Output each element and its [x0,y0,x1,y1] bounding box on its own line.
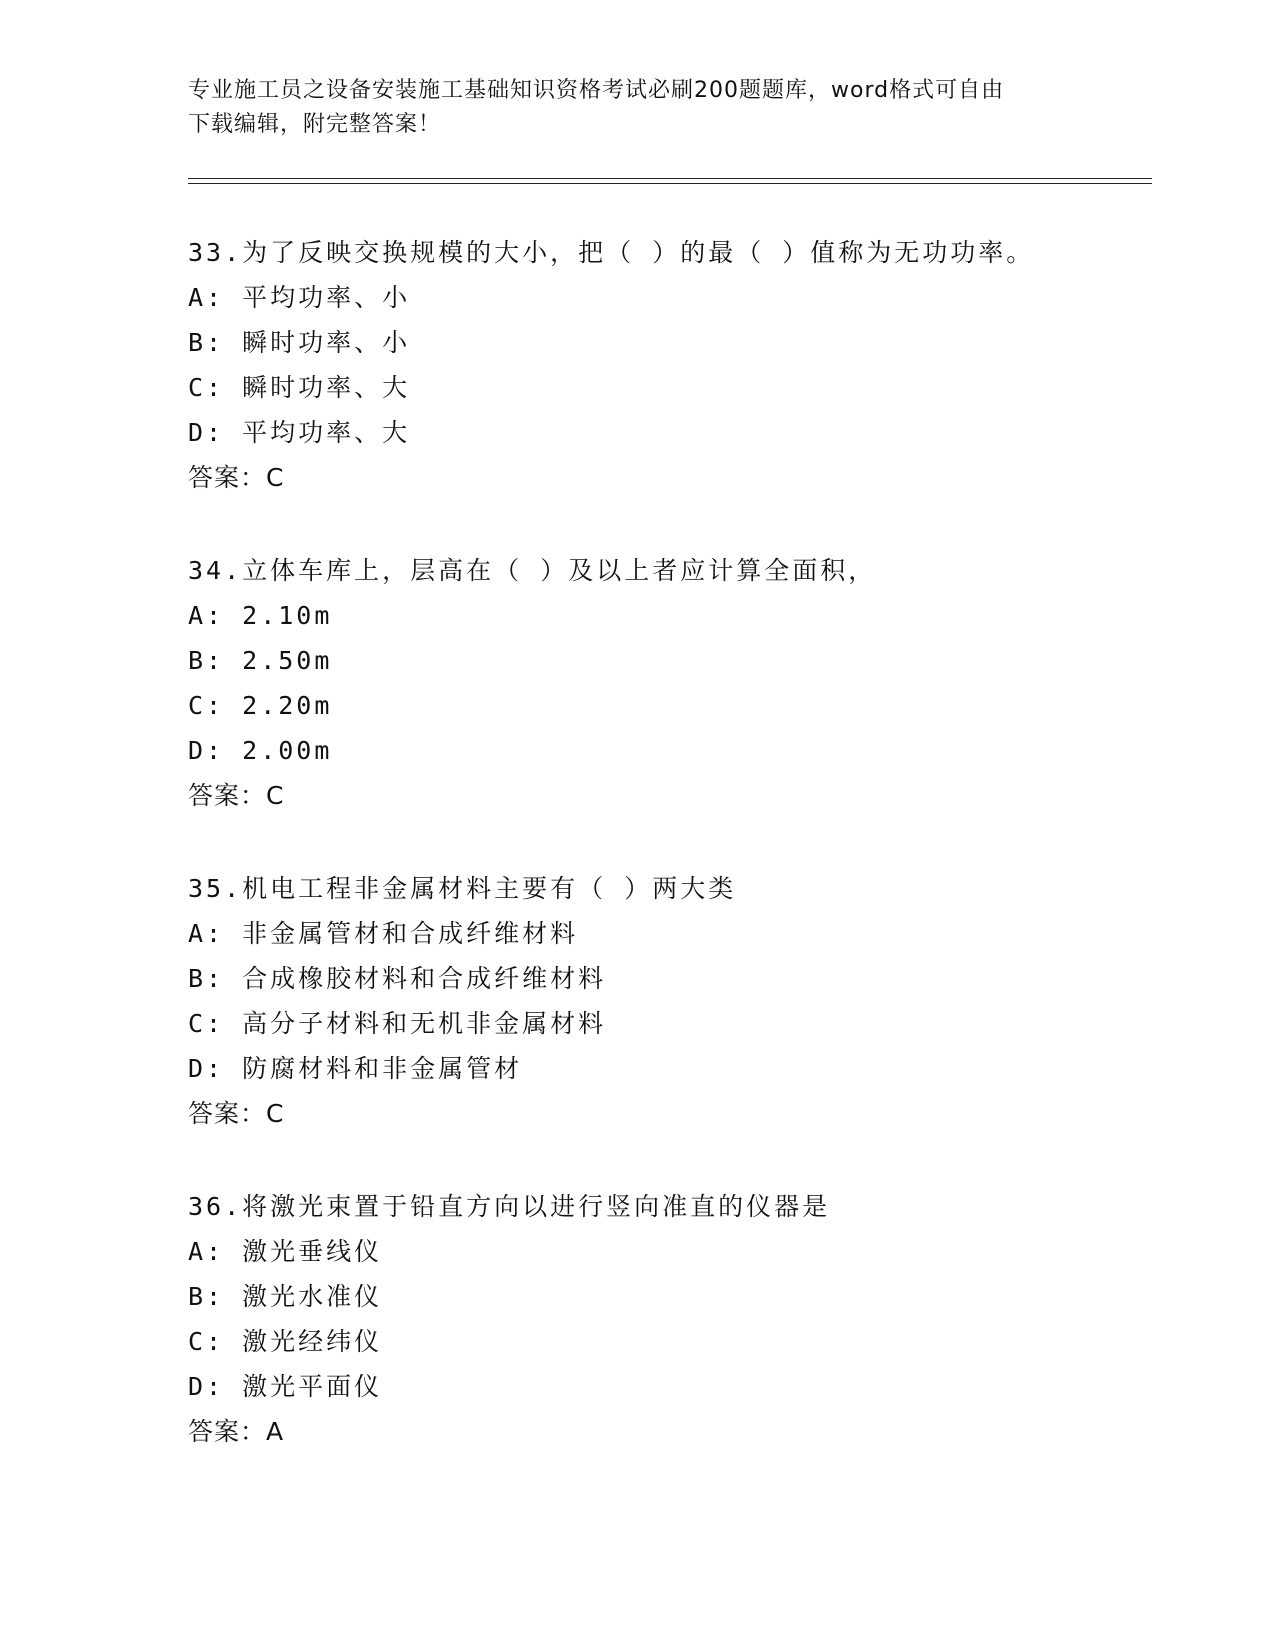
option-a: A: 2.10m [188,601,333,630]
option-c: C: 瞬时功率、大 [188,373,411,402]
option-a: A: 激光垂线仪 [188,1237,383,1266]
header-line-1: 专业施工员之设备安装施工基础知识资格考试必刷200题题库，word格式可自由 [188,78,1005,103]
answer: 答案：C [188,781,285,810]
question-stem: 33.为了反映交换规模的大小，把（ ）的最（ ）值称为无功功率。 [188,238,1035,267]
option-d: D: 2.00m [188,736,333,765]
option-c: C: 激光经纬仪 [188,1327,383,1356]
option-c: C: 2.20m [188,691,333,720]
question-34 [188,548,1148,818]
option-a: A: 非金属管材和合成纤维材料 [188,919,579,948]
question-stem: 36.将激光束置于铅直方向以进行竖向准直的仪器是 [188,1192,831,1221]
answer: 答案：A [188,1417,285,1446]
option-a: A: 平均功率、小 [188,283,411,312]
option-b: B: 激光水准仪 [188,1282,383,1311]
option-d: D: 防腐材料和非金属管材 [188,1054,523,1083]
question-stem: 34.立体车库上，层高在（ ）及以上者应计算全面积， [188,556,877,585]
question-35 [188,866,1148,1136]
document-header [188,74,1068,142]
question-36 [188,1184,1148,1454]
option-b: B: 合成橡胶材料和合成纤维材料 [188,964,607,993]
option-c: C: 高分子材料和无机非金属材料 [188,1009,607,1038]
answer: 答案：C [188,1099,285,1128]
question-stem: 35.机电工程非金属材料主要有（ ）两大类 [188,874,737,903]
question-33 [188,230,1148,500]
answer: 答案：C [188,463,285,492]
option-b: B: 2.50m [188,646,333,675]
option-d: D: 平均功率、大 [188,418,411,447]
header-divider [188,178,1152,184]
option-b: B: 瞬时功率、小 [188,328,411,357]
header-line-2: 下载编辑，附完整答案！ [188,112,442,137]
option-d: D: 激光平面仪 [188,1372,383,1401]
